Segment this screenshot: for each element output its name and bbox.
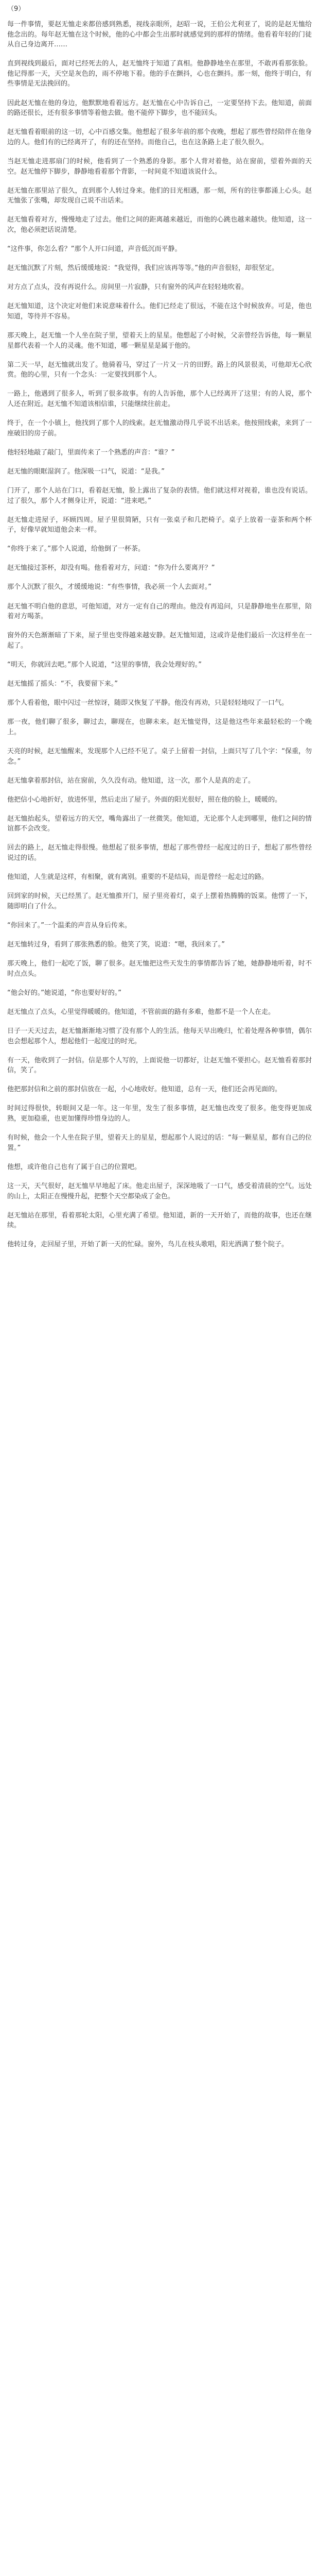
paragraph: 时间过得很快，转眼间又是一年。这一年里，发生了很多事情，赵无恤也改变了很多。他变得更加成熟，更加稳重，也更加懂得珍惜身边的人。 bbox=[7, 1105, 312, 1123]
paragraph: 他转过身，走回屋子里，开始了新一天的忙碌。窗外，鸟儿在枝头歌唱，阳光洒满了整个院子。 bbox=[7, 1241, 289, 1249]
paragraph: 回去的路上，赵无恤走得很慢。他想起了很多事情，想起了那些曾经一起度过的日子，想起了那些曾经说过的话。 bbox=[7, 844, 312, 862]
paragraph: 他轻轻地敲了敲门，里面传来了一个熟悉的声音：“谁？” bbox=[7, 448, 175, 456]
article-body bbox=[7, 20, 312, 1250]
paragraph: 赵无恤走进屋子，环顾四周。屋子里很简陋，只有一张桌子和几把椅子。桌子上放着一壶茶和两个杯子，好像早就知道他会来一样。 bbox=[7, 516, 312, 534]
paragraph: 赵无恤在那里站了很久，直到那个人转过身来。他们的目光相遇，那一刻，所有的往事都涌上心头。赵无恤张了张嘴，却发现自己说不出话来。 bbox=[7, 187, 312, 205]
paragraph: 日子一天天过去，赵无恤渐渐地习惯了没有那个人的生活。他每天早出晚归，忙着处理各种事情，偶尔也会想起那个人，想起他们一起度过的时光。 bbox=[7, 1027, 312, 1045]
paragraph: 那一夜，他们聊了很多，聊过去，聊现在，也聊未来。赵无恤觉得，这是他这些年来最轻松的一个晚上。 bbox=[7, 718, 312, 736]
paragraph: 赵无恤拿着那封信，站在窗前，久久没有动。他知道，这一次，那个人是真的走了。 bbox=[7, 776, 255, 785]
paragraph: 赵无恤沉默了片刻，然后缓缓地说：“我觉得，我们应该再等等。”他的声音很轻，却很坚定。 bbox=[7, 264, 278, 273]
paragraph: 回到家的时候，天已经黑了。赵无恤推开门，屋子里亮着灯，桌子上摆着热腾腾的饭菜。他愣了一下，随即明白了什么。 bbox=[7, 892, 312, 910]
paragraph: 这一天，天气很好，赵无恤早早地起了床。他走出屋子，深深地吸了一口气，感受着清晨的空气。远处的山上，太阳正在慢慢升起，把整个天空都染成了金色。 bbox=[7, 1182, 312, 1200]
paragraph: 赵无恤看着眼前的这一切，心中百感交集。他想起了很多年前的那个夜晚，想起了那些曾经陪伴在他身边的人。他们有的已经离开了，有的还在坚持。而他自己，也在这条路上走了很久很久。 bbox=[7, 128, 312, 146]
paragraph: 赵无恤接过茶杯，却没有喝。他看着对方，问道：“你为什么要离开？” bbox=[7, 564, 215, 572]
paragraph: 赵无恤抬起头，望着远方的天空，嘴角露出了一丝微笑。他知道，无论那个人走到哪里，他们之间的情谊都不会改变。 bbox=[7, 815, 312, 833]
paragraph: 当赵无恤走进那扇门的时候，他看到了一个熟悉的身影。那个人背对着他，站在窗前，望着外面的天空。赵无恤停下脚步，静静地看着那个背影，一时间竟不知道该说什么。 bbox=[7, 157, 312, 176]
paragraph: 每一件事情，要赵无恤走来都倍感到熟悉，视线亲眼所，赵昭一说，王伯公尤利亚了，说的是赵无恤给他念出的。每年赵无恤在这个时候，他的心中都会生出那时就感觉到的那样的情绪。他看着年轻的门徒从自己身边离开…… bbox=[7, 21, 312, 49]
paragraph: 有时候，他会一个人坐在院子里，望着天上的星星，想起那个人说过的话：“每一颗星星，都有自己的位置。” bbox=[7, 1134, 312, 1152]
paragraph: 直到视线到最后，面对已经死去的人，赵无恤终于知道了真相。他静静地坐在那里，不敢再看那张脸。他记得那一天，天空是灰色的，雨不停地下着。他的手在颤抖，心也在颤抖。那一刻，他终于明白，有些事情是无法挽回的。 bbox=[7, 60, 312, 88]
paragraph: 有一天，他收到了一封信。信是那个人写的，上面说他一切都好，让赵无恤不要担心。赵无恤看着那封信，笑了。 bbox=[7, 1056, 312, 1075]
paragraph: 他知道，人生就是这样，有相聚，就有离别。重要的不是结局，而是曾经一起走过的路。 bbox=[7, 873, 269, 882]
paragraph: 那天晚上，赵无恤一个人坐在院子里，望着天上的星星。他想起了小时候，父亲曾经告诉他，每一颗星星都代表着一个人的灵魂。他不知道，哪一颗星星是属于他的。 bbox=[7, 331, 312, 350]
paragraph: 终于，在一个小镇上，他找到了那个人的线索。赵无恤激动得几乎说不出话来。他按照线索，来到了一座破旧的房子前。 bbox=[7, 419, 312, 437]
paragraph: 天亮的时候，赵无恤醒来，发现那个人已经不见了。桌子上留着一封信，上面只写了几个字：“保重，勿念。” bbox=[7, 747, 312, 766]
paragraph: “你回来了。”一个温柔的声音从身后传来。 bbox=[7, 921, 131, 929]
paragraph: 他把那封信和之前的那封信放在一起，小心地收好。他知道，总有一天，他们还会再见面的。 bbox=[7, 1086, 282, 1094]
paragraph: 一路上，他遇到了很多人，听到了很多故事。有的人告诉他，那个人已经离开了这里；有的人说，那个人还在附近。赵无恤不知道该相信谁，只能继续往前走。 bbox=[7, 390, 312, 408]
paragraph: 赵无恤转过身，看到了那张熟悉的脸。他笑了笑，说道：“嗯，我回来了。” bbox=[7, 941, 225, 949]
paragraph: 因此赵无恤在他的身边，他默默地看着远方。赵无恤在心中告诉自己，一定要坚持下去。他知道，前面的路还很长，还有很多事情等着他去做。他不能停下脚步，也不能回头。 bbox=[7, 99, 312, 117]
paragraph: 窗外的天色渐渐暗了下来，屋子里也变得越来越安静。赵无恤知道，这或许是他们最后一次这样坐在一起了。 bbox=[7, 632, 312, 650]
paragraph: 那个人沉默了很久，才缓缓地说：“有些事情，我必须一个人去面对。” bbox=[7, 583, 211, 591]
chapter-number: （9） bbox=[7, 5, 25, 13]
paragraph: 赵无恤的眼眶湿润了。他深吸一口气，说道：“是我。” bbox=[7, 467, 165, 476]
paragraph: 赵无恤看着对方，慢慢地走了过去。他们之间的距离越来越近，而他的心跳也越来越快。他知道，这一次，他必须把话说清楚。 bbox=[7, 216, 312, 234]
paragraph: 门开了，那个人站在门口，看着赵无恤，脸上露出了复杂的表情。他们就这样对视着，谁也没有说话。过了很久，那个人才侧身让开，说道：“进来吧。” bbox=[7, 486, 312, 505]
paragraph: 赵无恤站在那里，看着那轮太阳，心里充满了希望。他知道，新的一天开始了，而他的故事，也还在继续。 bbox=[7, 1211, 312, 1230]
paragraph: 他把信小心地折好，放进怀里，然后走出了屋子。外面的阳光很好，照在他的脸上，暖暖的。 bbox=[7, 795, 282, 804]
paragraph: 第二天一早，赵无恤就出发了。他骑着马，穿过了一片又一片的田野。路上的风景很美，可他却无心欣赏。他的心里，只有一个念头：一定要找到那个人。 bbox=[7, 361, 312, 379]
paragraph: 那天晚上，他们一起吃了饭，聊了很多。赵无恤把这些天发生的事情都告诉了她，她静静地听着，时不时点点头。 bbox=[7, 960, 312, 978]
paragraph: “明天，你就回去吧。”那个人说道，“这里的事情，我会处理好的。” bbox=[7, 660, 202, 669]
paragraph: “他会好的。”她说道，“你也要好好的。” bbox=[7, 989, 121, 997]
paragraph: 那个人看着他，眼中闪过一丝惊讶，随即又恢复了平静。他没有再劝，只是轻轻地叹了一口气。 bbox=[7, 699, 289, 707]
paragraph: 赵无恤摇了摇头：“不，我要留下来。” bbox=[7, 680, 118, 688]
paragraph: 对方点了点头，没有再说什么。房间里一片寂静，只有窗外的风声在轻轻地吹着。 bbox=[7, 283, 249, 292]
paragraph: 赵无恤点了点头，心里觉得暖暖的。他知道，不管前面的路有多难，他都不是一个人在走。 bbox=[7, 1008, 275, 1016]
paragraph: “你终于来了。”那个人说道，给他倒了一杯茶。 bbox=[7, 545, 145, 553]
paragraph: 他想，或许他自己也有了属于自己的位置吧。 bbox=[7, 1163, 141, 1171]
paragraph: 赵无恤不明白他的意思，可他知道，对方一定有自己的理由。他没有再追问，只是静静地坐在那里，陪着对方喝茶。 bbox=[7, 602, 312, 621]
paragraph: 赵无恤知道，这个决定对他们来说意味着什么。他们已经走了很远，不能在这个时候放弃。可是，他也知道，等待并不容易。 bbox=[7, 302, 312, 320]
paragraph: “这件事，你怎么看？”那个人开口问道，声音低沉而平静。 bbox=[7, 245, 182, 253]
